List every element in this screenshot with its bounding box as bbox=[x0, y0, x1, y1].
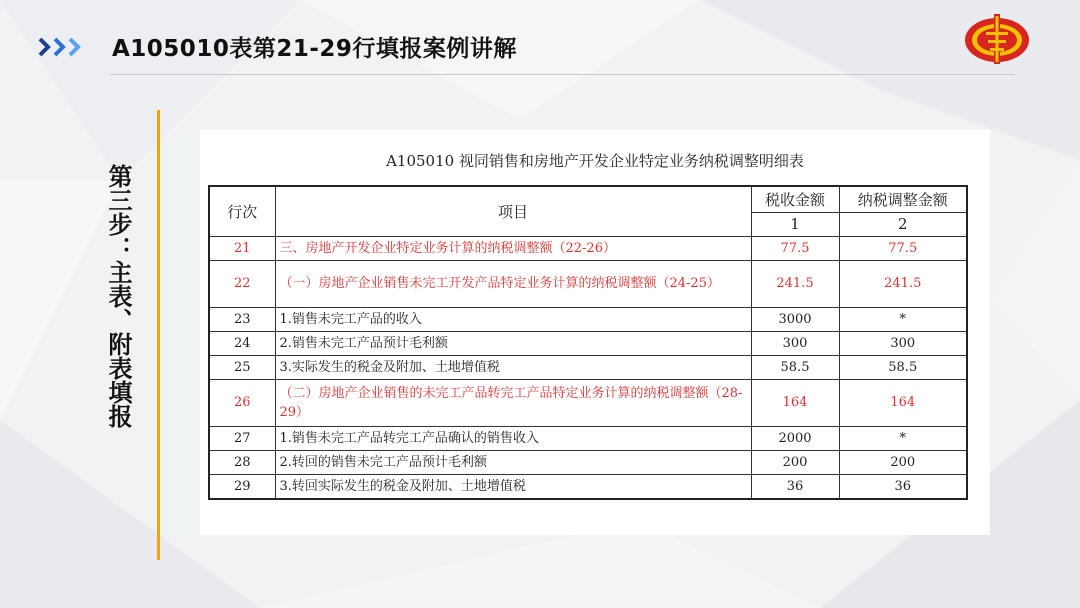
row-adjust-amount: 36 bbox=[839, 474, 967, 499]
header-adjust-amount: 纳税调整金额 bbox=[839, 186, 967, 212]
row-number: 25 bbox=[209, 355, 275, 379]
header-row-no: 行次 bbox=[209, 186, 275, 236]
row-number: 27 bbox=[209, 426, 275, 450]
row-item: 三、房地产开发企业特定业务计算的纳税调整额（22-26） bbox=[275, 236, 751, 260]
row-item: 2.转回的销售未完工产品预计毛利额 bbox=[275, 450, 751, 474]
row-tax-amount: 200 bbox=[751, 450, 839, 474]
row-number: 24 bbox=[209, 331, 275, 355]
row-item: 3.实际发生的税金及附加、土地增值税 bbox=[275, 355, 751, 379]
row-number: 26 bbox=[209, 379, 275, 426]
row-number: 23 bbox=[209, 307, 275, 331]
row-adjust-amount: 58.5 bbox=[839, 355, 967, 379]
table-row bbox=[209, 379, 967, 426]
table-row bbox=[209, 307, 967, 331]
header-divider bbox=[110, 74, 1015, 75]
row-tax-amount: 58.5 bbox=[751, 355, 839, 379]
row-item: 3.转回实际发生的税金及附加、土地增值税 bbox=[275, 474, 751, 499]
row-item: 1.销售未完工产品的收入 bbox=[275, 307, 751, 331]
slide-title: A105010表第21-29行填报案例讲解 bbox=[112, 36, 517, 62]
row-item: 1.销售未完工产品转完工产品确认的销售收入 bbox=[275, 426, 751, 450]
row-number: 21 bbox=[209, 236, 275, 260]
table-row bbox=[209, 260, 967, 307]
header-col2-number: 2 bbox=[839, 212, 967, 236]
table-row bbox=[209, 450, 967, 474]
table-row bbox=[209, 474, 967, 499]
row-tax-amount: 300 bbox=[751, 331, 839, 355]
row-adjust-amount: 300 bbox=[839, 331, 967, 355]
accent-divider bbox=[157, 110, 160, 560]
row-tax-amount: 2000 bbox=[751, 426, 839, 450]
row-item: （二）房地产企业销售的未完工产品转完工产品特定业务计算的纳税调整额（28-29） bbox=[275, 379, 751, 426]
row-tax-amount: 77.5 bbox=[751, 236, 839, 260]
table-row bbox=[209, 426, 967, 450]
table-row bbox=[209, 355, 967, 379]
row-tax-amount: 241.5 bbox=[751, 260, 839, 307]
adjustment-table bbox=[208, 185, 968, 500]
row-tax-amount: 3000 bbox=[751, 307, 839, 331]
row-adjust-amount: * bbox=[839, 307, 967, 331]
row-adjust-amount: 241.5 bbox=[839, 260, 967, 307]
step-label: 第三步：主表、附表填报 bbox=[104, 164, 132, 428]
row-number: 28 bbox=[209, 450, 275, 474]
header-col1-number: 1 bbox=[751, 212, 839, 236]
header-tax-amount: 税收金额 bbox=[751, 186, 839, 212]
row-adjust-amount: 164 bbox=[839, 379, 967, 426]
row-tax-amount: 36 bbox=[751, 474, 839, 499]
table-row bbox=[209, 236, 967, 260]
slide-header bbox=[0, 0, 1080, 80]
triple-chevron-right-icon bbox=[38, 36, 88, 58]
row-adjust-amount: 200 bbox=[839, 450, 967, 474]
row-item: 2.销售未完工产品预计毛利额 bbox=[275, 331, 751, 355]
row-adjust-amount: 77.5 bbox=[839, 236, 967, 260]
table-title: A105010 视同销售和房地产开发企业特定业务纳税调整明细表 bbox=[386, 152, 804, 170]
row-item: （一）房地产企业销售未完工开发产品特定业务计算的纳税调整额（24-25） bbox=[275, 260, 751, 307]
row-adjust-amount: * bbox=[839, 426, 967, 450]
header-item: 项目 bbox=[275, 186, 751, 236]
table-card bbox=[200, 130, 990, 535]
row-number: 29 bbox=[209, 474, 275, 499]
row-tax-amount: 164 bbox=[751, 379, 839, 426]
table-row bbox=[209, 331, 967, 355]
tax-emblem-icon bbox=[962, 10, 1032, 66]
row-number: 22 bbox=[209, 260, 275, 307]
